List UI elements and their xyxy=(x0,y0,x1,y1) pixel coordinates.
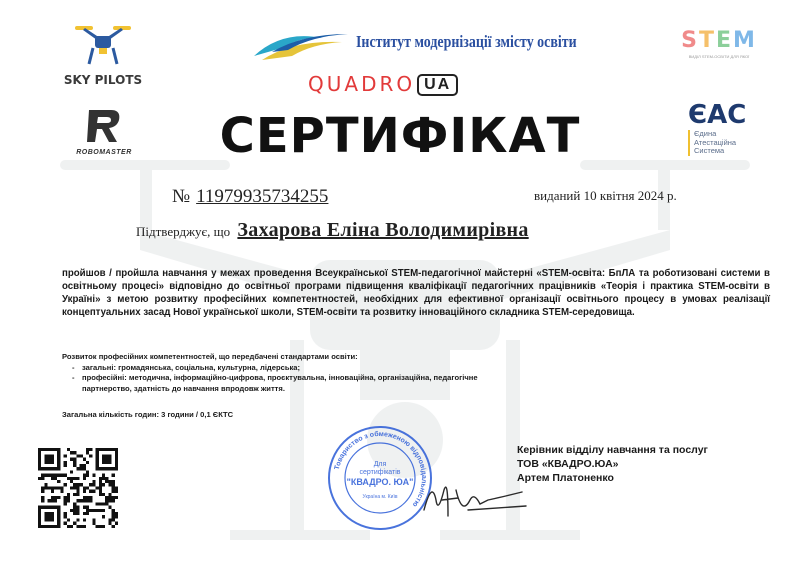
competencies-block xyxy=(62,352,482,394)
eac-line-3: Система xyxy=(694,146,725,155)
quadro-ua-label: UA xyxy=(417,74,458,96)
signatory-name: Артем Платоненко xyxy=(517,472,614,484)
stamp-center-top: Для xyxy=(373,461,387,468)
recipient-name: Захарова Еліна Володимирівна xyxy=(237,219,529,241)
stamp-company-name: "КВАДРО. ЮА" xyxy=(346,477,414,487)
certificate-number: 11979935734255 xyxy=(196,186,329,207)
confirm-label: Підтверджує, що xyxy=(136,224,231,239)
quadro-label: QUADRO xyxy=(308,72,416,96)
handwritten-signature xyxy=(418,470,528,530)
eac-line-2: Атестаційна xyxy=(694,137,737,147)
stem-sublabel: ВИДІЛ STEM-ОСВІТИ ДЛЯ ЯКОЇ xyxy=(688,54,750,59)
recipient-row xyxy=(136,219,529,242)
stamp-bottom-text: Україна м. Київ xyxy=(362,494,398,500)
total-hours: Загальна кількість годин: 3 години / 0,1 ЄКТС xyxy=(62,410,234,419)
stamp-ring-text: Товариство з обмеженою відповідальністю xyxy=(333,430,428,508)
competency-item: - загальні: громадянська, соціальна, культурна, лідерська; xyxy=(72,363,482,374)
signatory-block xyxy=(517,443,708,485)
number-prefix: № xyxy=(172,186,191,207)
institute-logo xyxy=(252,26,577,62)
certificate-body: пройшов / пройшла навчання у межах проведення Всеукраїнської STEM-педагогічної майстерні «STEM-освіта: БпЛА та роботизовані системи в освітньому процесі» відповідно до освітньої програми підвищення кваліфікації педагогічних працівників «Теорія і практика STEM-освіти в Україні» з метою розвитку професійних компетентностей, необхідних для ефективної організації освітнього процесу в умовах реалізації концептуальних засад Нової української школи, STEM-освіти та розвитку інноваційного складника STEM-середовища. xyxy=(62,268,770,318)
eac-line-1: Єдина xyxy=(694,129,717,138)
stem-label: STEM xyxy=(681,28,757,53)
certificate-number-row xyxy=(172,186,328,208)
eac-label: ЄАС xyxy=(688,100,747,130)
institute-wave-icon xyxy=(252,26,352,62)
sky-pilots-logo xyxy=(58,22,148,87)
issued-date: виданий 10 квітня 2024 р. xyxy=(534,188,677,203)
quadro-ua-logo xyxy=(308,72,458,96)
competencies-title: Розвиток професійних компетентностей, що передбачені стандартами освіти: xyxy=(62,352,358,361)
certificate-title: СЕРТИФІКАТ xyxy=(219,108,581,164)
institute-name: Інститут модернізації змісту освіти xyxy=(356,32,577,51)
qr-code[interactable] xyxy=(38,448,118,528)
stem-logo xyxy=(674,28,764,59)
robomaster-label: ROBOMASTER xyxy=(76,149,132,156)
signatory-company: ТОВ «КВАДРО.ЮА» xyxy=(517,458,619,470)
stamp-center-mid: сертифікатів xyxy=(359,469,401,476)
signatory-position: Керівник відділу навчання та послуг xyxy=(517,444,708,456)
sky-pilots-label: SKY PILOTS xyxy=(63,73,143,87)
drone-icon xyxy=(73,22,133,66)
competency-item: - професійні: методична, інформаційно-цифрова, проєктувальна, інноваційна, організаційна, педагогічне партнерство, здатність до навчання впродовж життя. xyxy=(72,373,482,394)
